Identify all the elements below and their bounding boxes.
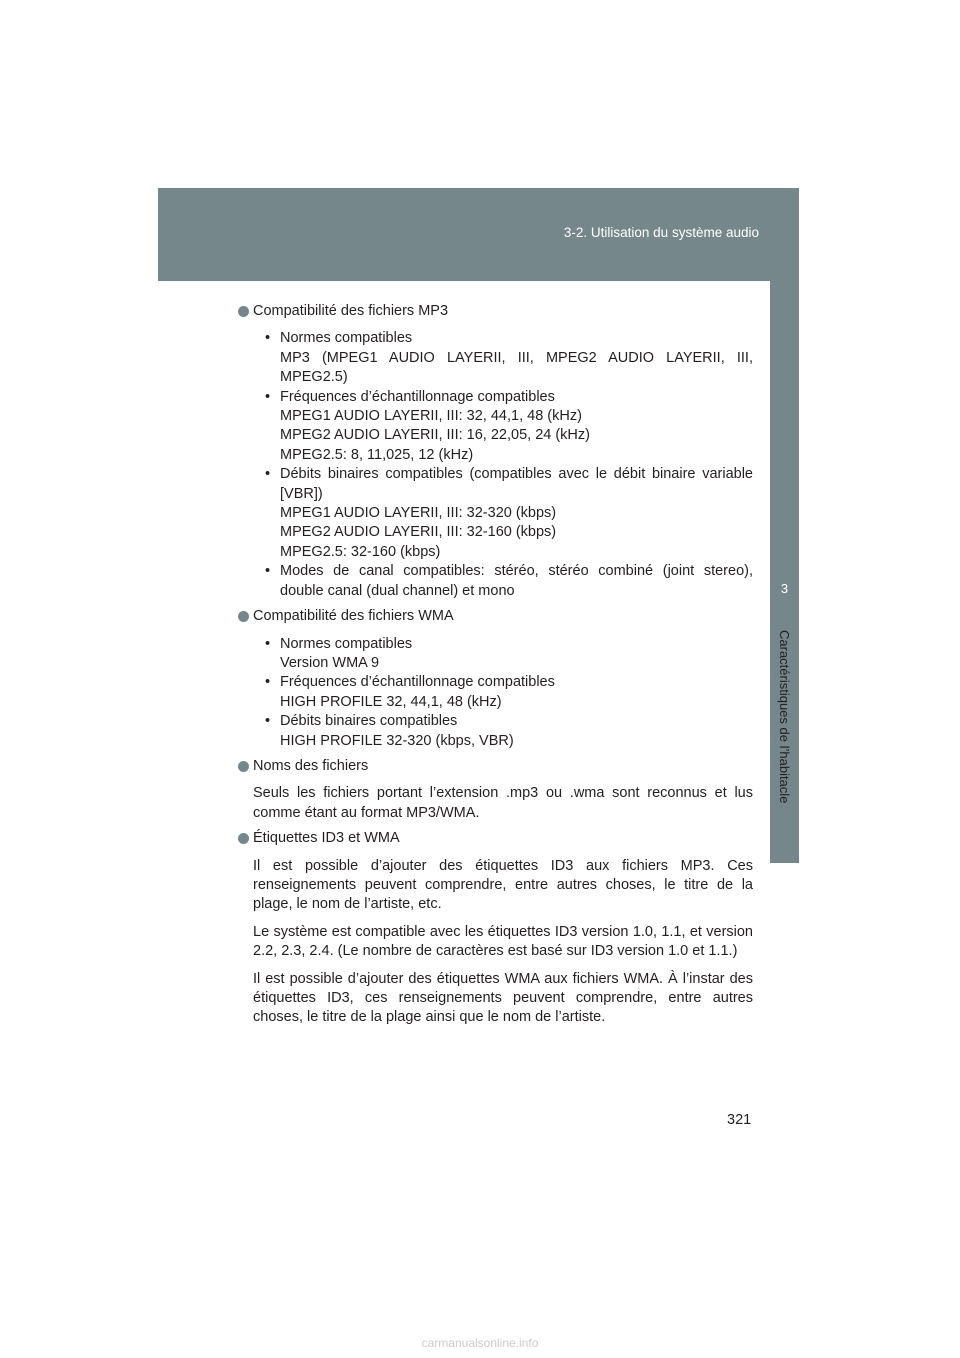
bullet-dot-icon: [238, 306, 249, 317]
item-bullet: •: [265, 563, 271, 580]
item-label: Débits binaires compatibles (compatibles avec le débit binaire variable [VBR]): [280, 466, 753, 502]
section-title: 3-2. Utilisation du système audio: [563, 225, 759, 240]
list-item: [253, 673, 753, 712]
header-band: [158, 188, 799, 281]
item-bullet: •: [265, 674, 271, 691]
item-detail: Version WMA 9: [280, 654, 380, 671]
item-label: Fréquences d’échantillonnage compatibles: [280, 674, 555, 691]
item-bullet: •: [265, 388, 271, 405]
item-detail: MPEG2 AUDIO LAYERII, III: 16, 22,05, 24 (kHz): [280, 427, 590, 444]
chapter-title: Caractéristiques de l’habitacle: [777, 630, 792, 804]
page-number: 321: [727, 1112, 752, 1128]
paragraph: Seuls les fichiers portant l’extension .mp3 ou .wma sont reconnus et lus comme étant au format MP3/WMA.: [253, 785, 753, 821]
paragraph: Le système est compatible avec les étiquettes ID3 version 1.0, 1.1, et version 2.2, 2.3, 2.4. (Le nombre de caractères est basé sur ID3 version 1.0 et 1.1.): [253, 923, 753, 960]
section-heading: Noms des fichiers: [253, 757, 369, 774]
paragraph: Il est possible d’ajouter des étiquettes WMA aux fichiers WMA. À l’instar des étiquettes ID3, ces renseignements peuvent comprendre, entre autres choses, le titre de la plage ainsi que le nom de l’artiste.: [253, 970, 753, 1026]
list-item: [253, 712, 753, 751]
item-bullet: •: [265, 330, 271, 347]
item-list: [253, 635, 753, 751]
item-detail: MPEG2.5: 8, 11,025, 12 (kHz): [280, 446, 474, 463]
item-label: Fréquences d’échantillonnage compatibles: [280, 388, 555, 405]
item-label: Normes compatibles: [280, 330, 413, 347]
item-label: Normes compatibles: [280, 635, 413, 652]
item-detail: MPEG1 AUDIO LAYERII, III: 32, 44,1, 48 (kHz): [280, 408, 582, 425]
list-item: [253, 388, 753, 466]
page-content: [238, 302, 753, 1028]
item-detail: MPEG1 AUDIO LAYERII, III: 32-320 (kbps): [280, 505, 557, 522]
section: [238, 829, 753, 1028]
item-detail: MP3 (MPEG1 AUDIO LAYERII, III, MPEG2 AUDIO LAYERII, III, MPEG2.5): [280, 349, 753, 386]
list-item: [253, 329, 753, 387]
item-bullet: •: [265, 635, 271, 652]
item-detail: HIGH PROFILE 32-320 (kbps, VBR): [280, 732, 514, 749]
item-label: Débits binaires compatibles: [280, 713, 458, 730]
section: [238, 607, 753, 751]
item-detail: MPEG2.5: 32-160 (kbps): [280, 543, 441, 560]
list-item: [253, 635, 753, 674]
section-heading: Compatibilité des fichiers WMA: [253, 608, 454, 625]
bullet-dot-icon: [238, 761, 249, 772]
section: [238, 757, 753, 823]
list-item: [253, 465, 753, 562]
item-bullet: •: [265, 713, 271, 730]
list-item: [253, 562, 753, 601]
item-list: [253, 329, 753, 601]
bullet-dot-icon: [238, 833, 249, 844]
item-detail: MPEG2 AUDIO LAYERII, III: 32-160 (kbps): [280, 524, 557, 541]
item-label: Modes de canal compatibles: stéréo, stéréo combiné (joint stereo), double canal (dual channel) et mono: [280, 563, 753, 599]
chapter-number: 3: [780, 581, 789, 596]
section: [238, 302, 753, 601]
item-detail: HIGH PROFILE 32, 44,1, 48 (kHz): [280, 693, 502, 710]
section-heading: Étiquettes ID3 et WMA: [253, 830, 400, 847]
paragraph: Il est possible d’ajouter des étiquettes ID3 aux fichiers MP3. Ces renseignements peuvent comprendre, entre autres choses, le titre de la plage, le nom de l’artiste, etc.: [253, 857, 753, 913]
section-heading: Compatibilité des fichiers MP3: [253, 303, 449, 319]
item-bullet: •: [265, 466, 271, 483]
bullet-dot-icon: [238, 611, 249, 622]
watermark: carmanualsonline.info: [421, 1336, 539, 1350]
